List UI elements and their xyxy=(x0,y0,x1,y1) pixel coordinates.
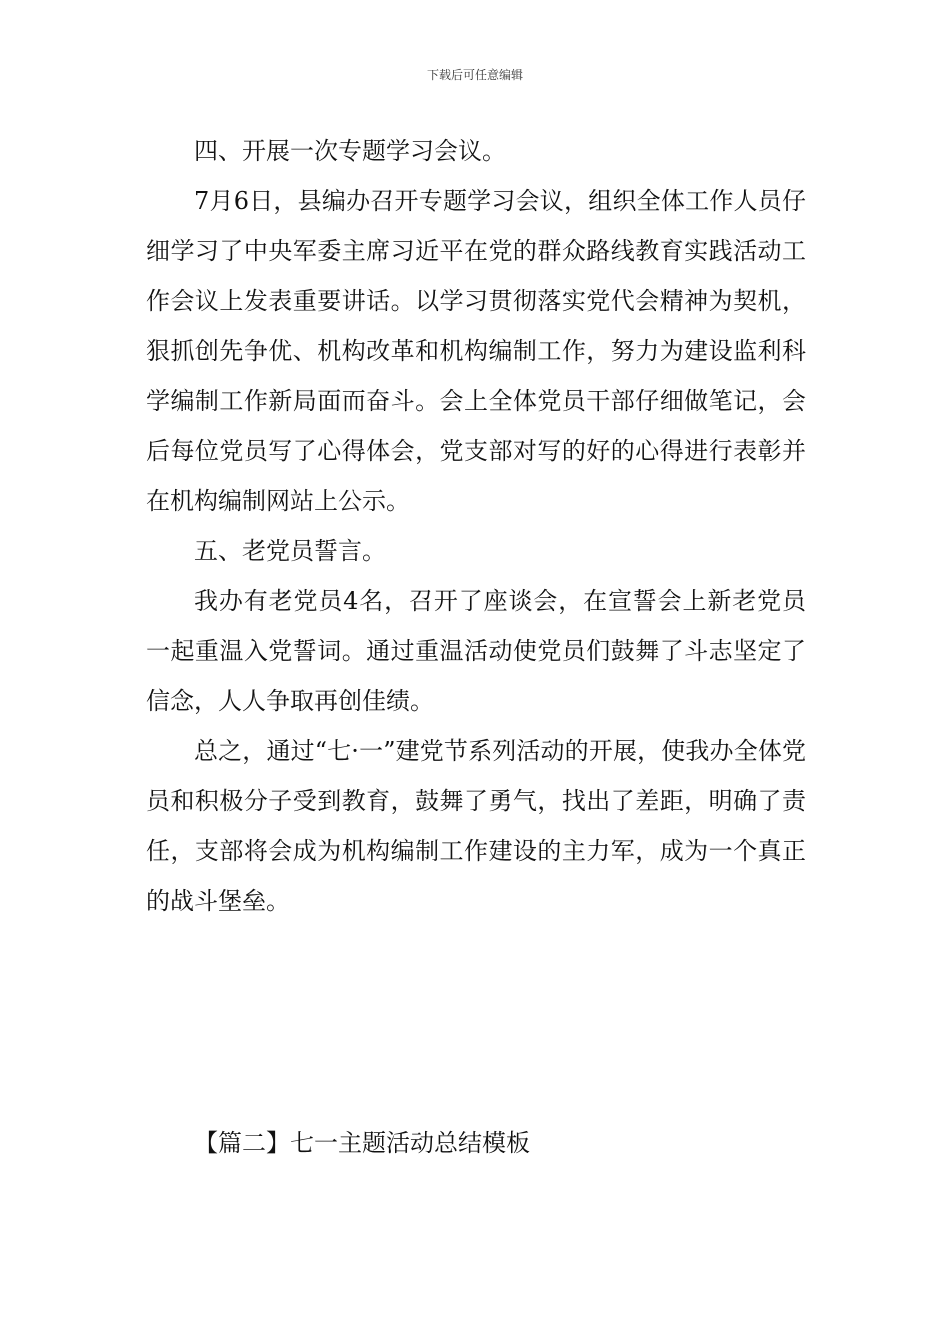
paragraph-study-meeting: 7月6日，县编办召开专题学习会议，组织全体工作人员仔细学习了中央军委主席习近平在党的群众路线教育实践活动工作会议上发表重要讲话。以学习贯彻落实党代会精神为契机，狠抓创先争优、机构改革和机构编制工作，努力为建设监利科学编制工作新局面而奋斗。会上全体党员干部仔细做笔记，会后每位党员写了心得体会，党支部对写的好的心得进行表彰并在机构编制网站上公示。 xyxy=(146,187,806,515)
page-header-note: 下载后可任意编辑 xyxy=(426,68,523,82)
section-heading-five: 五、老党员誓言。 xyxy=(194,537,386,565)
paragraph-conclusion: 总之，通过“七·一”建党节系列活动的开展，使我办全体党员和积极分子受到教育，鼓舞了勇气，找出了差距，明确了责任，支部将会成为机构编制工作建设的主力军，成为一个真正的战斗堡垒。 xyxy=(146,737,806,915)
document-body xyxy=(146,126,806,926)
section-title-part-two: 【篇二】七一主题活动总结模板 xyxy=(194,1129,530,1157)
paragraph-veteran-members: 我办有老党员4名，召开了座谈会，在宣誓会上新老党员一起重温入党誓词。通过重温活动使党员们鼓舞了斗志坚定了信念，人人争取再创佳绩。 xyxy=(146,587,806,715)
section-heading-four: 四、开展一次专题学习会议。 xyxy=(194,137,506,165)
